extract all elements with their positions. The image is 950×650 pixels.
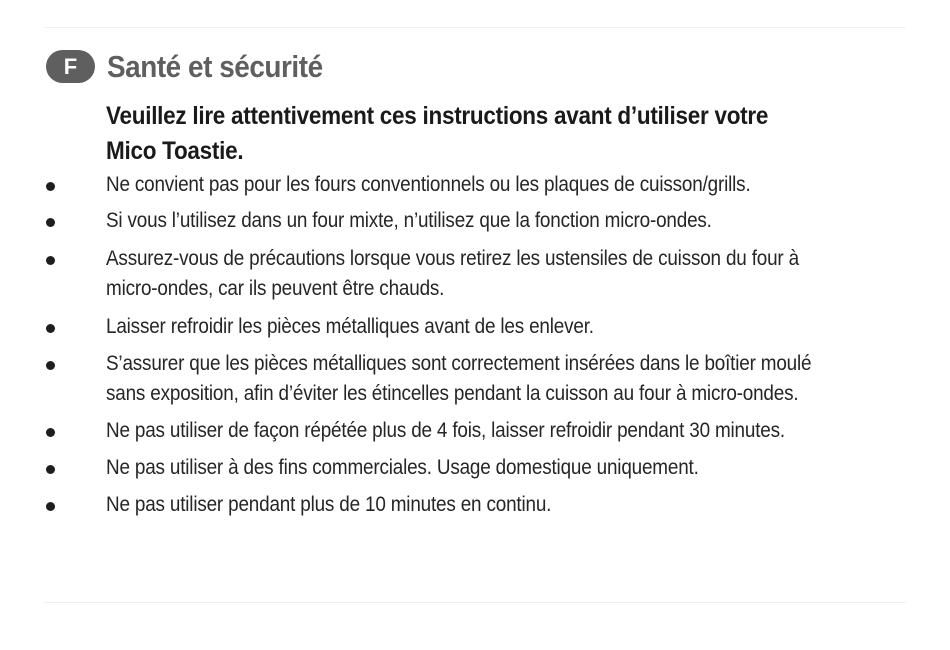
language-badge: F (46, 50, 95, 83)
safety-item-line: S’assurer que les pièces métalliques sont correctement insérées dans le boîtier moulé (106, 352, 812, 375)
section-title: Santé et sécurité (107, 49, 323, 84)
safety-item-line: Ne pas utiliser à des fins commerciales. Usage domestique uniquement. (106, 456, 699, 479)
safety-item-line: micro-ondes, car ils peuvent être chauds. (106, 277, 445, 300)
safety-item-text (106, 206, 898, 236)
safety-item-line: Ne pas utiliser de façon répétée plus de 4 fois, laisser refroidir pendant 30 minutes. (106, 419, 785, 442)
bullet-icon (46, 324, 55, 333)
safety-item-line: Ne pas utiliser pendant plus de 10 minutes en continu. (106, 493, 552, 516)
bottom-divider (44, 602, 906, 603)
safety-item-line: Ne convient pas pour les fours conventionnels ou les plaques de cuisson/grills. (106, 173, 751, 196)
safety-item-text (106, 349, 898, 409)
bullet-icon (46, 465, 55, 474)
safety-item-text (106, 312, 898, 342)
bullet-icon (46, 502, 55, 511)
safety-item-text (106, 416, 898, 446)
intro-line: Mico Toastie. (106, 137, 244, 165)
intro-line: Veuillez lire attentivement ces instructions avant d’utiliser votre (106, 102, 769, 130)
safety-item-line: Si vous l’utilisez dans un four mixte, n’utilisez que la fonction micro-ondes. (106, 209, 712, 232)
safety-item-text (106, 244, 898, 304)
safety-item-text (106, 170, 898, 200)
bullet-icon (46, 428, 55, 437)
safety-item-text (106, 453, 898, 483)
safety-item-line: Laisser refroidir les pièces métalliques avant de les enlever. (106, 315, 594, 338)
bullet-icon (46, 361, 55, 370)
bullet-icon (46, 256, 55, 265)
safety-item-line: sans exposition, afin d’éviter les étincelles pendant la cuisson au four à micro-ondes. (106, 382, 799, 405)
bullet-icon (46, 218, 55, 227)
section-header (46, 50, 347, 83)
top-divider (44, 27, 906, 28)
bullet-icon (46, 182, 55, 191)
safety-item-line: Assurez-vous de précautions lorsque vous retirez les ustensiles de cuisson du four à (106, 247, 799, 270)
intro-instruction (106, 99, 844, 169)
safety-item-text (106, 490, 898, 520)
